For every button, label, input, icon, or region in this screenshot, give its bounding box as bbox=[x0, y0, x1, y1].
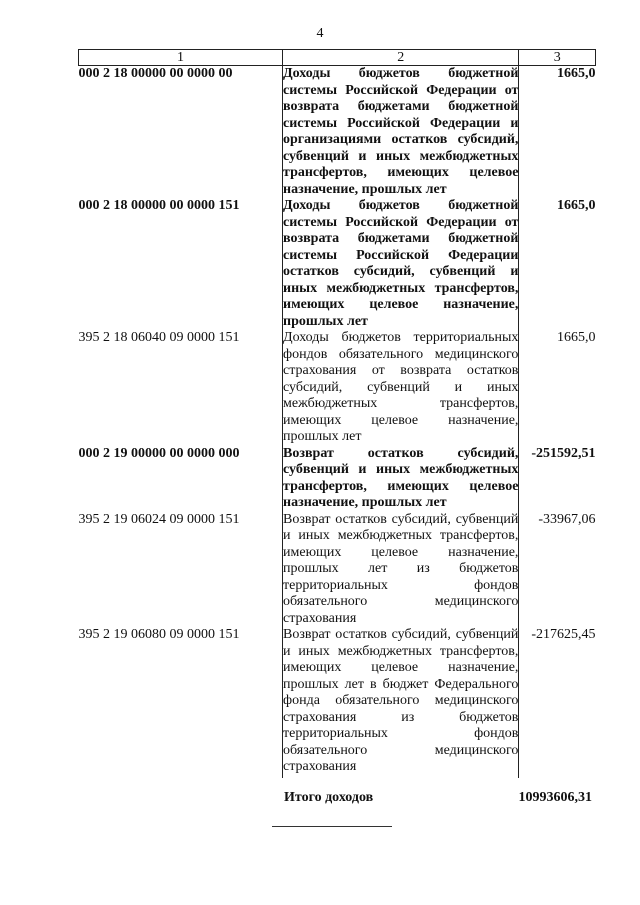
row-amount: -33967,06 bbox=[538, 511, 596, 527]
row-name: Возврат остатков субсидий, субвенций и иных межбюджетных трансфертов, имеющих целевое назначение, прошлых лет из бюджетов территориальных фондов обязательного медицинского страхования bbox=[283, 511, 519, 626]
row-amount: 1665,0 bbox=[557, 330, 596, 345]
footer-divider bbox=[272, 826, 392, 827]
row-code: 395 2 19 06080 09 0000 151 bbox=[78, 627, 240, 642]
row-name: Возврат остатков субсидий, субвенций и иных межбюджетных трансфертов, имеющих целевое назначение, прошлых лет в бюджет Федерального фонда обязательного медицинского страхования из бюджетов территориальных фондов обязательного медицинского страхования bbox=[283, 627, 519, 778]
row-name: Доходы бюджетов бюджетной системы Российской Федерации от возврата бюджетами бюджетной системы Российской Федерации и организациями остатков субсидий, субвенций и иных межбюджетных трансфертов, имеющих целевое назначение, прошлых лет bbox=[283, 66, 519, 197]
total-value: 10993606,31 bbox=[518, 790, 592, 805]
row-code: 000 2 19 00000 00 0000 000 bbox=[78, 445, 240, 461]
row-code: 395 2 19 06024 09 0000 151 bbox=[78, 511, 240, 527]
header-col-1: 1 bbox=[79, 50, 283, 66]
table-row bbox=[79, 512, 596, 628]
header-col-3: 3 bbox=[519, 50, 596, 66]
row-name: Доходы бюджетов территориальных фондов обязательного медицинского страхования от возврата остатков субсидий, субвенций и иных межбюджетных трансфертов, имеющих целевое назначение, прошлых лет bbox=[283, 330, 519, 444]
table-row bbox=[79, 66, 596, 199]
budget-revenue-table bbox=[78, 49, 596, 778]
row-name: Возврат остатков субсидий, субвенций и иных межбюджетных трансфертов, имеющих целевое назначение, прошлых лет bbox=[283, 445, 519, 510]
header-col-2: 2 bbox=[283, 50, 519, 66]
total-label: Итого доходов bbox=[284, 790, 374, 805]
row-amount: 1665,0 bbox=[557, 66, 596, 81]
row-amount: -251592,51 bbox=[531, 445, 596, 461]
row-name: Доходы бюджетов бюджетной системы Российской Федерации от возврата бюджетами бюджетной системы Российской Федерации остатков субсидий, субвенций и иных межбюджетных трансфертов, имеющих целевое назначение, прошлых лет bbox=[283, 198, 519, 329]
row-code: 395 2 18 06040 09 0000 151 bbox=[78, 330, 240, 345]
row-amount: -217625,45 bbox=[531, 627, 596, 642]
row-code: 000 2 18 00000 00 0000 151 bbox=[78, 198, 240, 213]
table-body bbox=[79, 66, 596, 778]
table-row bbox=[79, 198, 596, 330]
page-number: 4 bbox=[316, 26, 324, 41]
table-header-row bbox=[79, 50, 596, 66]
table-row bbox=[79, 627, 596, 778]
row-code: 000 2 18 00000 00 0000 00 bbox=[78, 66, 233, 81]
row-amount: 1665,0 bbox=[557, 198, 596, 213]
table-row bbox=[79, 330, 596, 446]
table-row bbox=[79, 446, 596, 512]
